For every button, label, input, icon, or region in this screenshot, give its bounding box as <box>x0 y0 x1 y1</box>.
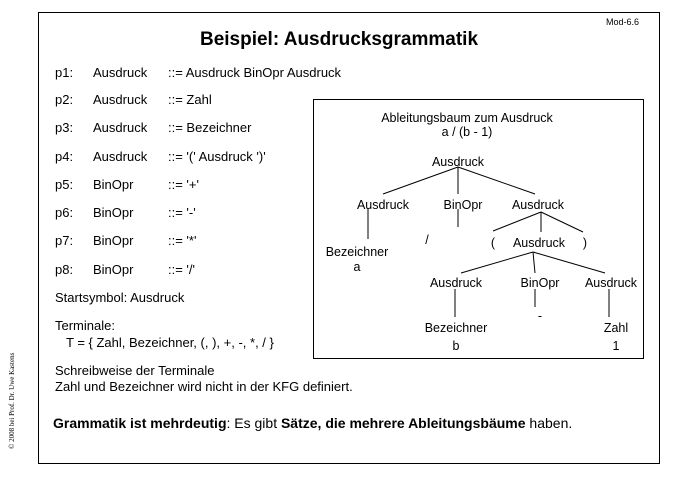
rule-label: p1: <box>55 65 74 80</box>
node-paren-close: ) <box>582 236 588 250</box>
edge-inner-right <box>533 252 605 273</box>
page-title: Beispiel: Ausdrucksgrammatik <box>199 29 479 50</box>
rule-label: p2: <box>55 92 74 107</box>
rule-label: p4: <box>55 149 74 164</box>
rule-lhs: Ausdruck <box>93 65 148 80</box>
rule-rhs: ::= Bezeichner <box>168 120 252 135</box>
node-inner-left: Ausdruck <box>429 276 483 290</box>
node-inner-right-child: Zahl <box>603 321 629 335</box>
node-inner-right-leaf: 1 <box>612 339 620 353</box>
rule-lhs: Ausdruck <box>93 120 148 135</box>
rule-lhs: Ausdruck <box>93 149 148 164</box>
notation-heading: Schreibweise der Terminale <box>55 363 215 378</box>
edge-root-left <box>383 167 458 194</box>
node-left-child: Bezeichner <box>325 245 389 259</box>
node-paren-open: ( <box>490 236 496 250</box>
copyright: © 2008 bei Prof. Dr. Uwe Kastens <box>8 352 16 449</box>
node-mid-leaf: / <box>425 233 429 247</box>
rule-lhs: Ausdruck <box>93 92 148 107</box>
edge-inner-mid <box>533 252 535 273</box>
rule-rhs: ::= '/' <box>168 262 196 277</box>
node-paren-inner: Ausdruck <box>512 236 566 250</box>
node-inner-left-leaf: b <box>452 339 460 353</box>
node-root: Ausdruck <box>431 155 485 169</box>
rule-rhs: ::= Zahl <box>168 92 212 107</box>
rule-rhs: ::= '(' Ausdruck ')' <box>168 149 266 164</box>
rule-label: p6: <box>55 205 74 220</box>
node-right: Ausdruck <box>511 198 565 212</box>
rule-lhs: BinOpr <box>93 177 134 192</box>
conclusion-bold-2: Sätze, die mehrere Ableitungsbäume <box>280 415 526 431</box>
slide-id: Mod-6.6 <box>606 17 640 27</box>
rule-lhs: BinOpr <box>93 233 134 248</box>
rule-label: p7: <box>55 233 74 248</box>
tree-caption-2: a / (b - 1) <box>441 125 493 139</box>
node-inner-mid: BinOpr <box>520 276 560 290</box>
edge-inner-left <box>461 252 533 273</box>
node-mid: BinOpr <box>443 198 483 212</box>
rule-label: p5: <box>55 177 74 192</box>
edge-right-open <box>493 212 541 231</box>
tree-caption-1: Ableitungsbaum zum Ausdruck <box>381 111 553 125</box>
edge-right-close <box>541 212 583 232</box>
rule-rhs: ::= '-' <box>168 205 196 220</box>
terminals-heading: Terminale: <box>55 318 115 333</box>
conclusion-bold-1: Grammatik ist mehrdeutig <box>53 415 227 431</box>
rule-lhs: BinOpr <box>93 205 134 220</box>
rule-label: p3: <box>55 120 74 135</box>
rule-rhs: ::= '+' <box>168 177 199 192</box>
edge-root-right <box>458 167 535 194</box>
node-left-leaf: a <box>353 260 361 274</box>
node-inner-mid-leaf: - <box>537 309 543 323</box>
conclusion <box>53 415 572 431</box>
rule-label: p8: <box>55 262 74 277</box>
derivation-tree <box>313 99 644 359</box>
node-inner-right: Ausdruck <box>584 276 638 290</box>
rule-rhs: ::= Ausdruck BinOpr Ausdruck <box>168 65 342 80</box>
rule-lhs: BinOpr <box>93 262 134 277</box>
conclusion-text-1: : Es gibt <box>226 415 281 431</box>
node-left: Ausdruck <box>356 198 410 212</box>
start-symbol: Startsymbol: Ausdruck <box>55 290 185 305</box>
conclusion-text-2: haben. <box>525 415 573 431</box>
notation-text: Zahl und Bezeichner wird nicht in der KFG definiert. <box>55 379 353 394</box>
node-inner-left-child: Bezeichner <box>424 321 488 335</box>
rule-rhs: ::= '*' <box>168 233 197 248</box>
terminals-set: T = { Zahl, Bezeichner, (, ), +, -, *, / } <box>66 335 274 350</box>
